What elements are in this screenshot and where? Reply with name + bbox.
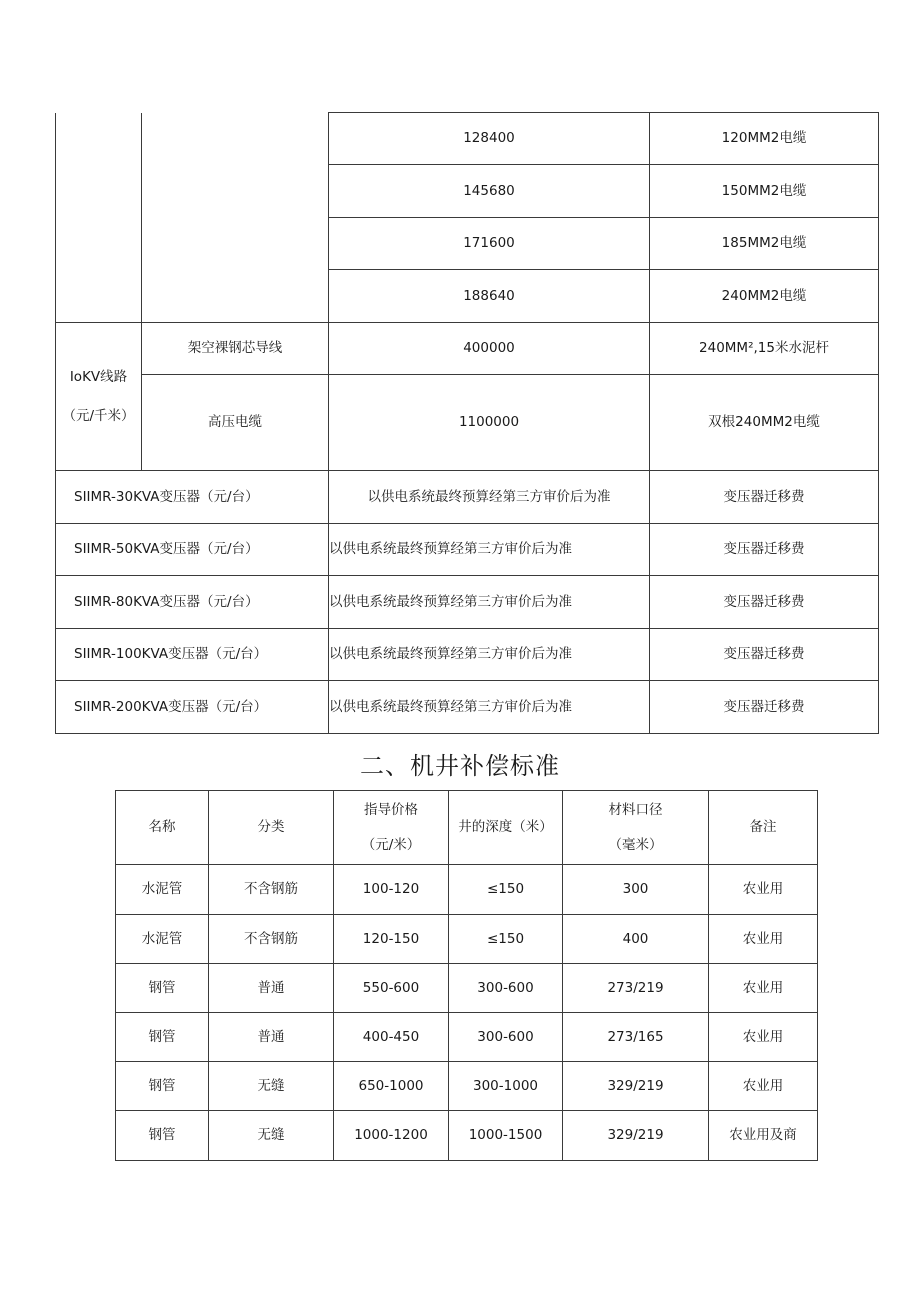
diameter-cell: 273/165 [563,1013,709,1062]
price-cell: 650-1000 [334,1062,449,1111]
table-row [116,1013,818,1062]
depth-cell: ≤150 [449,915,563,964]
transformer-name-cell: SIIMR-50KVA变压器（元/台） [56,524,329,576]
line-group-label-line2: （元/千米） [62,407,135,424]
price-cell: 400-450 [334,1013,449,1062]
table-row [56,576,879,629]
table-row [56,471,879,524]
note-cell: 变压器迁移费 [650,576,879,629]
table-row [56,323,879,375]
note-cell: 240MM2电缆 [650,270,879,323]
header-category: 分类 [209,791,334,865]
note-cell: 农业用 [709,865,818,915]
table-row [56,113,879,165]
name-cell: 钢管 [116,964,209,1013]
header-diameter-line1: 材料口径 [608,802,663,819]
line-group-label [56,323,142,471]
price-cell: 1000-1200 [334,1111,449,1161]
name-cell: 水泥管 [116,915,209,964]
note-cell: 变压器迁移费 [650,681,879,734]
note-cell: 农业用 [709,915,818,964]
category-cell: 无缝 [209,1062,334,1111]
header-price-line2: （元/米） [361,836,421,853]
merged-type-cell [142,113,329,323]
transformer-name-cell: SIIMR-80KVA变压器（元/台） [56,576,329,629]
price-cell: 以供电系统最终预算经第三方审价后为准 [329,524,650,576]
category-cell: 无缝 [209,1111,334,1161]
diameter-cell: 300 [563,865,709,915]
name-cell: 钢管 [116,1013,209,1062]
price-cell: 以供电系统最终预算经第三方审价后为准 [329,681,650,734]
transformer-name-cell: SIIMR-200KVA变压器（元/台） [56,681,329,734]
note-cell: 双根240MM2电缆 [650,375,879,471]
line-group-label-line1: IoKV线路 [69,369,128,386]
well-compensation-table [115,790,818,1161]
header-price [334,791,449,865]
diameter-cell: 329/219 [563,1111,709,1161]
table-row [116,964,818,1013]
price-cell: 128400 [329,113,650,165]
note-cell: 变压器迁移费 [650,629,879,681]
header-depth: 井的深度（米） [449,791,563,865]
name-cell: 钢管 [116,1062,209,1111]
price-cell: 1100000 [329,375,650,471]
note-cell: 185MM2电缆 [650,218,879,270]
price-cell: 100-120 [334,865,449,915]
note-cell: 农业用 [709,964,818,1013]
merged-category-cell [56,113,142,323]
header-diameter [563,791,709,865]
price-cell: 550-600 [334,964,449,1013]
note-cell: 农业用 [709,1013,818,1062]
table-header-row [116,791,818,865]
category-cell: 不含钢筋 [209,865,334,915]
table-row [56,629,879,681]
section-title: 二、机井补偿标准 [360,752,560,780]
price-cell: 以供电系统最终预算经第三方审价后为准 [329,471,650,524]
price-cell: 145680 [329,165,650,218]
header-name: 名称 [116,791,209,865]
table-row [56,375,879,471]
price-cell: 120-150 [334,915,449,964]
price-cell: 188640 [329,270,650,323]
depth-cell: 300-600 [449,1013,563,1062]
table-row [56,681,879,734]
header-note: 备注 [709,791,818,865]
price-cell: 171600 [329,218,650,270]
diameter-cell: 400 [563,915,709,964]
price-cell: 以供电系统最终预算经第三方审价后为准 [329,576,650,629]
category-cell: 普通 [209,1013,334,1062]
line-type-cell: 架空裸钢芯导线 [142,323,329,375]
note-cell: 农业用及商 [709,1111,818,1161]
transformer-name-cell: SIIMR-30KVA变压器（元/台） [56,471,329,524]
table-row [116,1062,818,1111]
diameter-cell: 273/219 [563,964,709,1013]
table-row [116,1111,818,1161]
cable-compensation-table [55,112,879,734]
depth-cell: 300-600 [449,964,563,1013]
note-cell: 240MM²,15米水泥杆 [650,323,879,375]
category-cell: 普通 [209,964,334,1013]
header-price-line1: 指导价格 [364,802,418,819]
header-diameter-line2: （毫米） [608,836,663,853]
line-type-cell: 高压电缆 [142,375,329,471]
note-cell: 变压器迁移费 [650,524,879,576]
price-cell: 400000 [329,323,650,375]
note-cell: 150MM2电缆 [650,165,879,218]
name-cell: 钢管 [116,1111,209,1161]
diameter-cell: 329/219 [563,1062,709,1111]
category-cell: 不含钢筋 [209,915,334,964]
depth-cell: 1000-1500 [449,1111,563,1161]
transformer-name-cell: SIIMR-100KVA变压器（元/台） [56,629,329,681]
name-cell: 水泥管 [116,865,209,915]
table-row [116,915,818,964]
price-cell: 以供电系统最终预算经第三方审价后为准 [329,629,650,681]
depth-cell: ≤150 [449,865,563,915]
note-cell: 变压器迁移费 [650,471,879,524]
note-cell: 农业用 [709,1062,818,1111]
note-cell: 120MM2电缆 [650,113,879,165]
table-row [56,524,879,576]
table-row [116,865,818,915]
depth-cell: 300-1000 [449,1062,563,1111]
